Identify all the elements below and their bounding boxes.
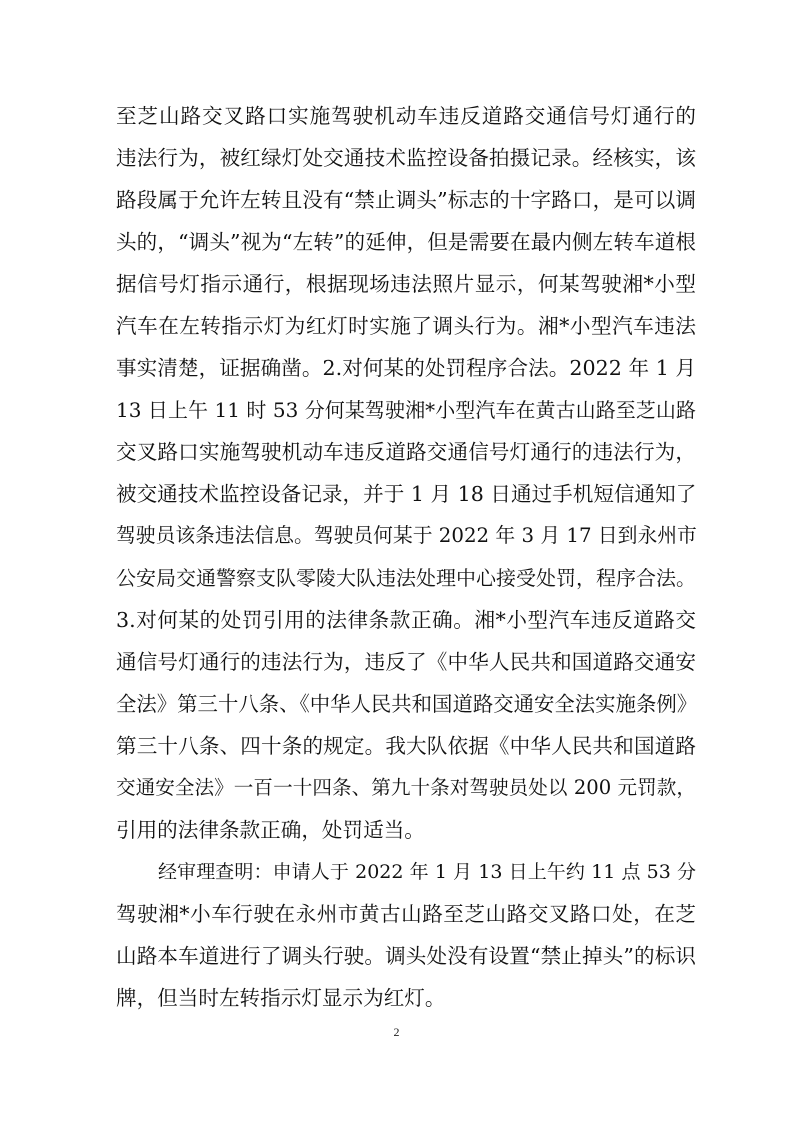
paragraph-line: 被交通技术监控设备记录，并于 1 月 18 日通过手机短信通知了 <box>116 482 697 506</box>
paragraph-line: 第三十八条、四十条的规定。我大队依据《中华人民共和国道路 <box>116 734 696 758</box>
paragraph-line: 驾驶员该条违法信息。驾驶员何某于 2022 年 3 月 17 日到永州市 <box>116 524 697 547</box>
paragraph-line: 全法》第三十八条、《中华人民共和国道路交通安全法实施条例》 <box>116 692 698 716</box>
paragraph-line: 路段属于允许左转且没有“禁止调头”标志的十字路口，是可以调 <box>116 188 696 212</box>
paragraph-line: 交通安全法》一百一十四条、第九十条对驾驶员处以 200 元罚款， <box>116 776 696 799</box>
paragraph-line: 牌，但当时左转指示灯显示为红灯。 <box>116 986 446 1010</box>
paragraph-line: 3.对何某的处罚引用的法律条款正确。湘*小型汽车违反道路交 <box>116 608 696 632</box>
page-number: 2 <box>393 1025 400 1039</box>
paragraph-line: 交叉路口实施驾驶机动车违反道路交通信号灯通行的违法行为， <box>116 440 696 464</box>
paragraph-line: 引用的法律条款正确，处罚适当。 <box>116 818 425 842</box>
paragraph-line: 汽车在左转指示灯为红灯时实施了调头行为。湘*小型汽车违法 <box>116 314 696 338</box>
paragraph-line: 头的，“调头”视为“左转”的延伸，但是需要在最内侧左转车道根 <box>116 230 696 254</box>
paragraph-line: 据信号灯指示通行，根据现场违法照片显示，何某驾驶湘*小型 <box>116 272 696 296</box>
paragraph-line: 通信号灯通行的违法行为，违反了《中华人民共和国道路交通安 <box>116 650 696 674</box>
paragraph-line: 经审理查明：申请人于 2022 年 1 月 13 日上午约 11 点 53 分 <box>158 861 696 883</box>
paragraph-line: 驾驶湘*小车行驶在永州市黄古山路至芝山路交叉路口处，在芝 <box>116 902 696 926</box>
paragraph-line: 违法行为，被红绿灯处交通技术监控设备拍摄记录。经核实，该 <box>116 146 696 170</box>
paragraph-line: 山路本车道进行了调头行驶。调头处没有设置“禁止掉头”的标识 <box>116 944 696 968</box>
paragraph-line: 至芝山路交叉路口实施驾驶机动车违反道路交通信号灯通行的 <box>116 104 696 128</box>
paragraph-line: 13 日上午 11 时 53 分何某驾驶湘*小型汽车在黄古山路至芝山路 <box>116 398 696 422</box>
paragraph-line: 事实清楚，证据确凿。2.对何某的处罚程序合法。2022 年 1 月 <box>116 356 696 380</box>
paragraph-line: 公安局交通警察支队零陵大队违法处理中心接受处罚，程序合法。 <box>116 566 696 590</box>
